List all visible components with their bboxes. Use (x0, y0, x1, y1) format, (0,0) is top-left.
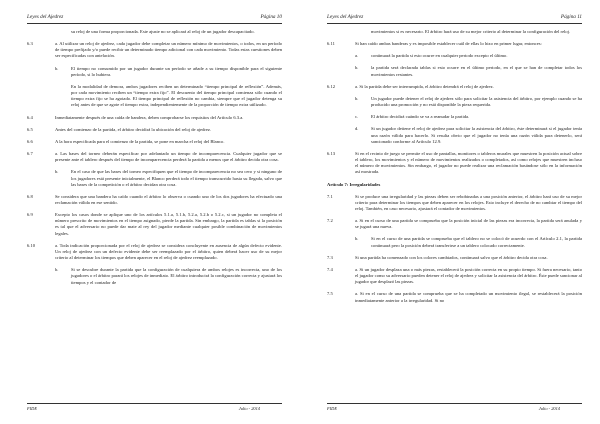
paragraph-text: la partida será declarada tablas si esto ocurre en el último periodo, en el que se han de completar todos los movimientos restantes. (371, 65, 582, 77)
page-body (327, 29, 582, 310)
paragraph-number: 6.9 (27, 212, 33, 218)
paragraph-number: 6.4 (27, 114, 33, 120)
sub-paragraph (27, 169, 282, 187)
article-paragraph (327, 255, 582, 261)
paragraph-number: 6.7 (27, 151, 33, 157)
paragraph-text: Si en el curso de una partida se comprueba que el tablero no se colocó de acuerdo con el Artículo 2.1, la partida continuará pero la posición deberá transferirse a un tablero colocado correctamente. (371, 236, 582, 248)
paragraph-text: Un jugador puede detener el reloj de ajedrez sólo para solicitar la asistencia del árbitro, por ejemplo cuando se ha producido una promoción y no está disponible la pieza requerida. (371, 95, 582, 108)
paragraph-number: 7.4 (327, 266, 333, 272)
paragraph-text: Inmediatamente después de una caída de bandera, deben comprobarse los requisitos del Artículo 6.3.a. (55, 114, 244, 120)
paragraph-text: Si se produce una irregularidad y las piezas deben ser rebobinadas a una posición anterior, el árbitro hará uso de su mejor criterio para determinar los tiempos que deben aparecer en los relojes. Esto incluye el derecho de no cambiar el tiempo del reloj. También, en caso necesario, ajustará el contador de movimientos. (355, 193, 582, 211)
article-paragraph (327, 194, 582, 212)
page-number: Página 10 (260, 14, 282, 20)
page-footer (327, 403, 582, 414)
page-number: Página 11 (560, 14, 582, 20)
paragraph-text: a. Las bases del torneo deberán especificar por adelantado un tiempo de incomparecencia. Cualquier jugador que se presente ante el tablero después del tiempo de incomparecencia perderá la partida a menos que el árbitro decida otra cosa. (55, 151, 282, 163)
paragraph-text: A la hora especificada para el comienzo de la partida, se pone en marcha el reloj del Blanco. (55, 138, 225, 144)
paragraph-text: a. Si la partida debe ser interrumpida, el árbitro detendrá el reloj de ajedrez. (355, 83, 494, 89)
paragraph-number: b. (355, 65, 359, 71)
right-page (300, 0, 600, 424)
article-paragraph (27, 139, 282, 145)
sub-paragraph (327, 126, 582, 144)
paragraph-number: 6.5 (27, 126, 33, 132)
paragraph-number: b. (55, 65, 59, 71)
paragraph-number: d. (355, 126, 359, 132)
paragraph-number: 6.8 (27, 193, 33, 199)
paragraph-text: a. Si en el curso de una partida se comprueba que la posición inicial de las piezas era incorrecta, la partida será anulada y se jugará una nueva. (355, 218, 582, 230)
sub-paragraph (327, 65, 582, 77)
sub-paragraph (327, 96, 582, 108)
paragraph-text: Antes del comienzo de la partida, el árbitro decidirá la ubicación del reloj de ajedrez. (55, 126, 212, 132)
sub-paragraph (327, 114, 582, 120)
header-title: Leyes del Ajedrez (27, 14, 64, 20)
paragraph-text: a. Toda indicación proporcionada por el reloj de ajedrez se considera concluyente en ausencia de algún defecto evidente. Un reloj de ajedrez con un defecto evidente debe ser reemplazado por el árbitro, quien deberá hacer uso de su mejor criterio al determinar los tiempos que deben aparecer en el reloj de ajedrez reemplazado. (55, 242, 282, 261)
paragraph-text: Excepto los casos donde se aplique uno de los artículos 5.1.a, 5.1.b, 5.2.a, 5.2.b o 5.2.c, si un jugador no completa el número prescrito de movimientos en el tiempo asignado, pierde la partida. Sin embargo, la partida es tablas si la posición es tal que el adversario no puede dar mate al rey del jugador mediante cualquier posible combinación de movimientos legales. (55, 212, 282, 236)
paragraph-text: continuará la partida si esto ocurre en cualquier periodo excepto el último. (371, 53, 508, 59)
paragraph-number: 7.2 (327, 218, 333, 224)
paragraph-text: Si una partida ha comenzado con los colores cambiados, continuará salvo que el árbitro decida otra cosa. (355, 254, 548, 260)
article-paragraph (27, 151, 282, 163)
paragraph-number: b. (55, 169, 59, 175)
article-paragraph (327, 41, 582, 47)
paragraph-number: 6.6 (27, 138, 33, 144)
paragraph-number: 6.11 (327, 41, 335, 47)
paragraph-number: 7.3 (327, 254, 333, 260)
article-paragraph (27, 212, 282, 237)
paragraph-number: a. (355, 53, 359, 59)
page-body (27, 29, 282, 292)
paragraph-number: 6.12 (327, 83, 336, 89)
footer-date: Julio - 2014 (238, 405, 260, 411)
footer-org: FIDE (327, 405, 337, 411)
header-title: Leyes del Ajedrez (327, 14, 364, 20)
sub-paragraph (27, 66, 282, 78)
sub-paragraph (327, 236, 582, 248)
paragraph-number: b. (355, 236, 359, 242)
paragraph-text: El árbitro decidirá cuándo se va a reanudar la partida. (371, 114, 470, 120)
article-paragraph (27, 194, 282, 206)
paragraph-text: Si se descubre durante la partida que la configuración de cualquiera de ambos relojes es incorrecta, uno de los jugadores o el árbitro parará los relojes de inmediato. El árbitro introducirá la configuración correcta y ajustará los tiempos y el contador de (71, 267, 282, 285)
sub-paragraph (27, 29, 282, 35)
article-paragraph (327, 84, 582, 90)
paragraph-number: b. (55, 267, 59, 273)
paragraph-number: 6.10 (27, 242, 36, 248)
sub-paragraph (27, 267, 282, 285)
paragraph-text: En el caso de que las bases del torneo especifiquen que el tiempo de incomparecencia no sea cero y si ninguno de los jugadores está presente inicialmente, el Blanco perderá todo el tiempo transcurrido hasta su llegada, salvo que las bases de la competición o el árbitro decidan otra cosa. (71, 169, 282, 187)
article-paragraph (327, 267, 582, 285)
article-paragraph (327, 291, 582, 303)
paragraph-text: a. Al utilizar un reloj de ajedrez, cada jugador debe completar un número mínimo de movimientos, o todos, en un período de tiempo prefijado y/o puede recibir un determinado tiempo adicional con cada movimiento. Todas estas cuestiones deben ser especificadas con antelación. (55, 41, 282, 59)
paragraph-text: a. Si en el curso de una partida se comprueba que se ha completado un movimiento ilegal, se restablecerá la posición inmediatamente anterior a la irregularidad. Si no (355, 291, 582, 303)
paragraph-number: 6.13 (327, 150, 336, 156)
article-paragraph (27, 115, 282, 121)
paragraph-text: Si han caído ambas banderas y es imposible establecer cuál de ellas lo hizo en primer lugar, entonces: (355, 41, 542, 47)
paragraph-number: 7.1 (327, 193, 333, 199)
page-header (27, 14, 282, 24)
sub-paragraph (327, 53, 582, 59)
article-paragraph (27, 41, 282, 59)
paragraph-text: El tiempo no consumido por un jugador durante un período se añade a su tiempo disponible para el siguiente período, si lo hubiera. (71, 65, 282, 77)
page-footer (27, 403, 282, 414)
paragraph-text: Si en el recinto de juego se permite el uso de pantallas, monitores o tableros murales que muestren la posición actual sobre el tablero, los movimientos y el número de movimientos realizados o completados, así como relojes que muestren incluso el número de movimientos. Sin embargo, el jugador no puede realizar una reclamación basándose sólo en la información así mostrada. (355, 150, 582, 175)
footer-org: FIDE (27, 405, 37, 411)
sub-paragraph (27, 84, 282, 109)
article-paragraph (27, 127, 282, 133)
article-paragraph (327, 218, 582, 230)
paragraph-text: movimientos si es necesario. El árbitro hará uso de su mejor criterio al determinar la configuración del reloj. (371, 29, 571, 34)
paragraph-text: Se considera que una bandera ha caído cuando el árbitro lo observa o cuando uno de los dos jugadores ha efectuado una reclamación válida en ese sentido. (55, 193, 282, 205)
paragraph-text: su reloj de una forma proporcionada. Este ajuste no se aplicará al reloj de un jugador descapacitado. (71, 29, 255, 34)
paragraph-text: a. Si un jugador desplaza una o más piezas, restablecerá la posición correcta en su propio tiempo. Si fuera necesario, tanto el jugador como su adversario pueden detener el reloj de ajedrez y solicitar la asistencia del árbitro. Éste puede sancionar al jugador que desplazó las piezas. (355, 266, 582, 285)
paragraph-number: c. (355, 114, 359, 120)
article-paragraph (27, 243, 282, 261)
paragraph-number: 7.5 (327, 291, 333, 297)
article-paragraph (327, 151, 582, 176)
paragraph-number: b. (355, 95, 359, 101)
footer-date: Julio - 2014 (538, 405, 560, 411)
article-heading: Artículo 7: Irregularidades (327, 181, 381, 187)
paragraph-text: Si un jugador detiene el reloj de ajedrez para solicitar la asistencia del árbitro, éste determinará si el jugador tenía una razón válida para hacerlo. Si resulta obvio que el jugador no tenía una razón válida para detenerlo, será sancionado conforme al Artículo 12.9. (371, 126, 582, 144)
paragraph-number: 6.3 (27, 41, 33, 47)
page-header (327, 14, 582, 24)
sub-paragraph (327, 29, 582, 35)
paragraph-text: En la modalidad de demora, ambos jugadores reciben un determinado “tiempo principal de reflexión”. Además, por cada movimiento reciben un “tiempo extra fijo”. El descuento del tiempo principal comienza sólo cuando el tiempo extra fijo se ha agotado. El tiempo principal de reflexión no cambia, siempre que el jugador detenga su reloj antes de que se agote el tiempo extra, independientemente de la proporción de tiempo extra utilizado. (71, 83, 282, 108)
